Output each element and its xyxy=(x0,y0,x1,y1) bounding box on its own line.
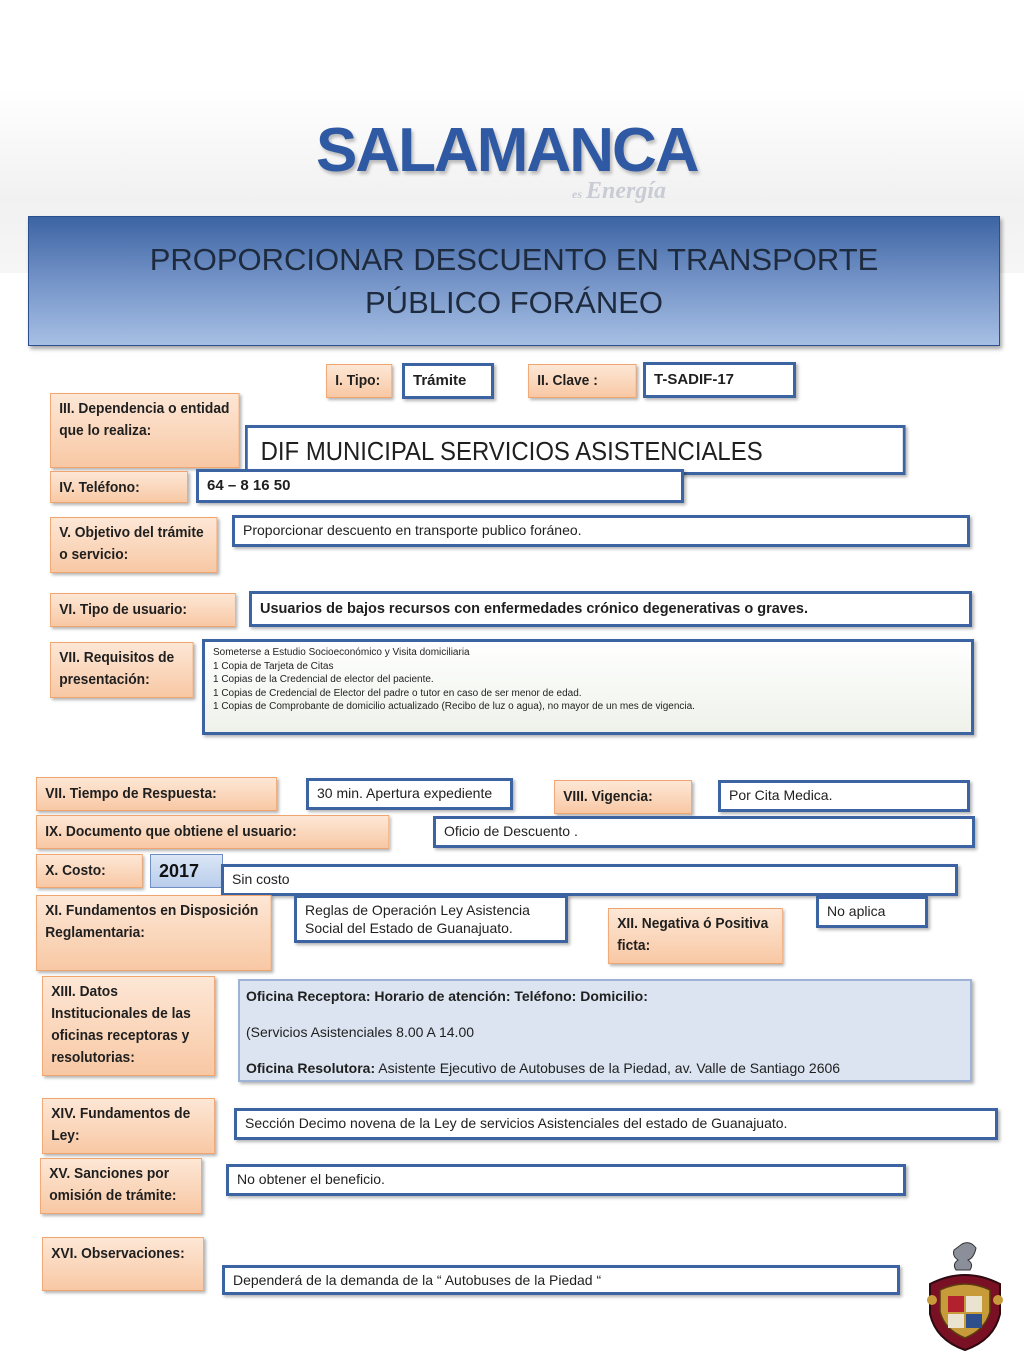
negativa-value: No aplica xyxy=(816,896,928,928)
clave-value: T-SADIF-17 xyxy=(643,362,796,398)
requisito-item: Someterse a Estudio Socioeconómico y Visita domiciliaria xyxy=(213,647,470,658)
requisito-item: 1 Copia de Tarjeta de Citas xyxy=(213,660,334,672)
sanciones-value: No obtener el beneficio. xyxy=(226,1164,906,1196)
tipo-value: Trámite xyxy=(402,363,494,399)
tipo-label: I. Tipo: xyxy=(326,364,392,398)
fundamentos-disposicion-label: XI. Fundamentos en Disposición Reglamentaria: xyxy=(36,895,272,971)
observaciones-label: XVI. Observaciones: xyxy=(42,1237,204,1291)
tiempo-value: 30 min. Apertura expediente xyxy=(306,778,513,810)
dependencia-value: DIF MUNICIPAL SERVICIOS ASISTENCIALES xyxy=(245,425,906,475)
oficina-receptora-line: Oficina Receptora: Horario de atención: Teléfono: Domicilio: xyxy=(246,988,648,1004)
fundamentos-disposicion-value: Reglas de Operación Ley Asistencia Social del Estado de Guanajuato. xyxy=(294,895,568,943)
costo-value: Sin costo xyxy=(221,864,958,896)
coat-of-arms-icon xyxy=(924,1240,1006,1355)
datos-label: XIII. Datos Institucionales de las oficinas receptoras y resolutorias: xyxy=(42,976,215,1076)
objetivo-value: Proporcionar descuento en transporte publico foráneo. xyxy=(232,515,970,547)
telefono-label: IV. Teléfono: xyxy=(50,471,188,503)
clave-label: II. Clave : xyxy=(528,364,637,398)
telefono-value: 64 – 8 16 50 xyxy=(196,469,684,503)
requisito-item: 1 Copias de Comprobante de domicilio actualizado (Recibo de luz o agua), no mayor de un mes de vigencia. xyxy=(213,701,695,712)
documento-label: IX. Documento que obtiene el usuario: xyxy=(36,815,389,849)
tipo-usuario-label: VI. Tipo de usuario: xyxy=(50,593,236,627)
page-title: PROPORCIONAR DESCUENTO EN TRANSPORTE PÚBLICO FORÁNEO xyxy=(149,241,879,320)
logo-tagline: es Energía xyxy=(572,178,667,204)
requisito-item: 1 Copias de la Credencial de elector del paciente. xyxy=(213,674,434,685)
negativa-label: XII. Negativa ó Positiva ficta: xyxy=(608,908,783,964)
salamanca-logo xyxy=(300,98,720,218)
costo-label: X. Costo: xyxy=(36,854,143,888)
observaciones-value: Dependerá de la demanda de la “ Autobuses de la Piedad “ xyxy=(222,1265,900,1295)
dependencia-label: III. Dependencia o entidad que lo realiza: xyxy=(50,393,240,468)
requisitos-label: VII. Requisitos de presentación: xyxy=(50,642,194,698)
requisitos-list xyxy=(202,639,974,735)
vigencia-value: Por Cita Medica. xyxy=(718,780,970,812)
costo-year: 2017 xyxy=(150,854,223,888)
tiempo-label: VII. Tiempo de Respuesta: xyxy=(36,777,277,811)
vigencia-label: VIII. Vigencia: xyxy=(554,780,692,814)
oficina-resolutora-line: Oficina Resolutora: Asistente Ejecutivo de Autobuses de la Piedad, av. Valle de Santiago 2606 xyxy=(246,1060,841,1076)
horario-line: (Servicios Asistenciales 8.00 A 14.00 xyxy=(246,1024,475,1040)
fundamentos-ley-label: XIV. Fundamentos de Ley: xyxy=(42,1098,215,1154)
tipo-usuario-value: Usuarios de bajos recursos con enfermedades crónico degenerativas o graves. xyxy=(249,591,972,627)
documento-value: Oficio de Descuento . xyxy=(433,816,975,848)
logo-wordmark: SALAMANCA xyxy=(316,116,698,185)
title-banner xyxy=(28,216,1000,346)
sanciones-label: XV. Sanciones por omisión de trámite: xyxy=(40,1158,202,1214)
requisito-item: 1 Copias de Credencial de Elector del padre o tutor en caso de ser menor de edad. xyxy=(213,687,582,699)
datos-institucionales xyxy=(238,979,972,1082)
objetivo-label: V. Objetivo del trámite o servicio: xyxy=(50,517,217,573)
fundamentos-ley-value: Sección Decimo novena de la Ley de servicios Asistenciales del estado de Guanajuato. xyxy=(234,1108,998,1140)
